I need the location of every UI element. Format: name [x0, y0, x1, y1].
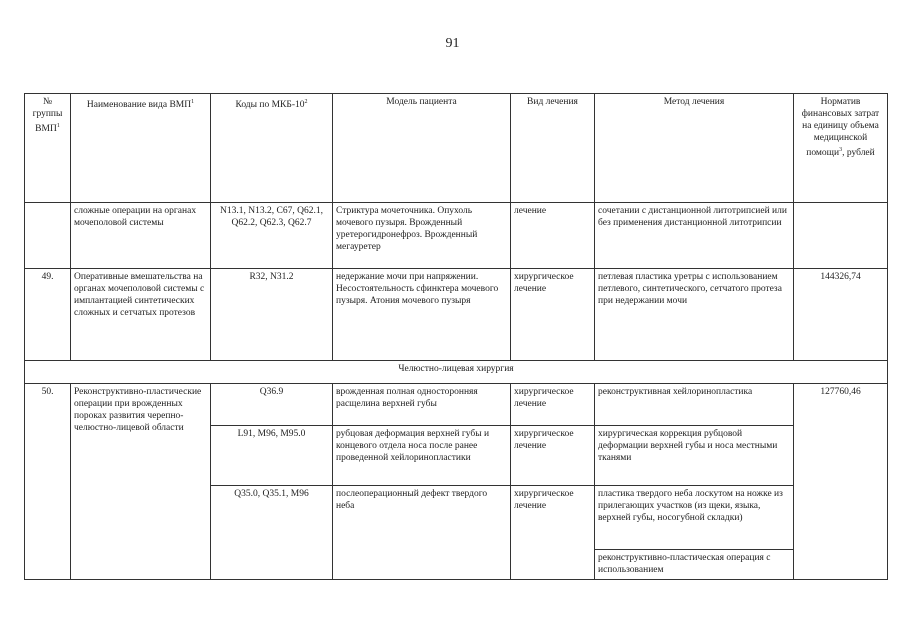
patient-model: послеоперационный дефект твердого неба — [333, 486, 511, 580]
icd-codes: L91, M96, M95.0 — [211, 426, 333, 486]
icd-codes: R32, N31.2 — [211, 269, 333, 361]
section-row — [25, 361, 888, 384]
header-group-number: № группы ВМП$^1$ — [25, 94, 71, 203]
header-patient-model: Модель пациента — [333, 94, 511, 203]
treatment-method: пластика твердого неба лоскутом на ножке из прилегающих участков (из щеки, языка, верхней губы, носогубной складки) — [595, 486, 794, 550]
group-number: 49. — [25, 269, 71, 361]
treatment-type: хирургическое лечение — [511, 384, 595, 426]
treatment-method: петлевая пластика уретры с использованием петлевого, синтетического, сетчатого протеза при недержании мочи — [595, 269, 794, 361]
header-cost-norm: Норматив финансовых затрат на единицу объема медицинской помощи$^3$, рублей — [794, 94, 888, 203]
header-icd-codes: Коды по МКБ-$10^2$ — [211, 94, 333, 203]
table-row — [25, 269, 888, 361]
treatment-method: сочетании с дистанционной литотрипсией или без применения дистанционной литотрипсии — [595, 203, 794, 269]
cost-norm: 144326,74 — [794, 269, 888, 361]
table-row — [25, 203, 888, 269]
treatment-type: хирургическое лечение — [511, 426, 595, 486]
treatment-method: реконструктивно-пластическая операция с использованием — [595, 550, 794, 580]
icd-codes: Q35.0, Q35.1, M96 — [211, 486, 333, 580]
patient-model: недержание мочи при напряжении. Несостоятельность сфинктера мочевого пузыря. Атония мочевого пузыря — [333, 269, 511, 361]
cost-norm: 127760,46 — [794, 384, 888, 580]
treatment-type: лечение — [511, 203, 595, 269]
patient-model: врожденная полная односторонняя расщелина верхней губы — [333, 384, 511, 426]
vmp-name: сложные операции на органах мочеполовой системы — [71, 203, 211, 269]
group-number: 50. — [25, 384, 71, 580]
page-number: 91 — [445, 36, 460, 51]
treatment-type: хирургическое лечение — [511, 486, 595, 580]
header-treatment-type: Вид лечения — [511, 94, 595, 203]
treatment-method: реконструктивная хейлоринопластика — [595, 384, 794, 426]
icd-codes: N13.1, N13.2, C67, Q62.1, Q62.2, Q62.3, Q62.7 — [211, 203, 333, 269]
patient-model: рубцовая деформация верхней губы и концевого отдела носа после ранее проведенной хейлоринопластики — [333, 426, 511, 486]
treatment-type: хирургическое лечение — [511, 269, 595, 361]
table-row — [25, 384, 888, 426]
vmp-name: Реконструктивно-пластические операции при врожденных пороках развития черепно-челюстно-лицевой области — [71, 384, 211, 580]
icd-codes: Q36.9 — [211, 384, 333, 426]
header-treatment-method: Метод лечения — [595, 94, 794, 203]
vmp-table — [24, 93, 888, 580]
treatment-method: хирургическая коррекция рубцовой деформации верхней губы и носа местными тканями — [595, 426, 794, 486]
header-vmp-name: Наименование вида ВМП$^1$ — [71, 94, 211, 203]
section-title: Челюстно-лицевая хирургия — [25, 361, 888, 384]
patient-model: Стриктура мочеточника. Опухоль мочевого пузыря. Врожденный уретерогидронефроз. Врожденный мегауретер — [333, 203, 511, 269]
vmp-name: Оперативные вмешательства на органах мочеполовой системы с имплантацией синтетических сложных и сетчатых протезов — [71, 269, 211, 361]
header-row — [25, 94, 888, 203]
